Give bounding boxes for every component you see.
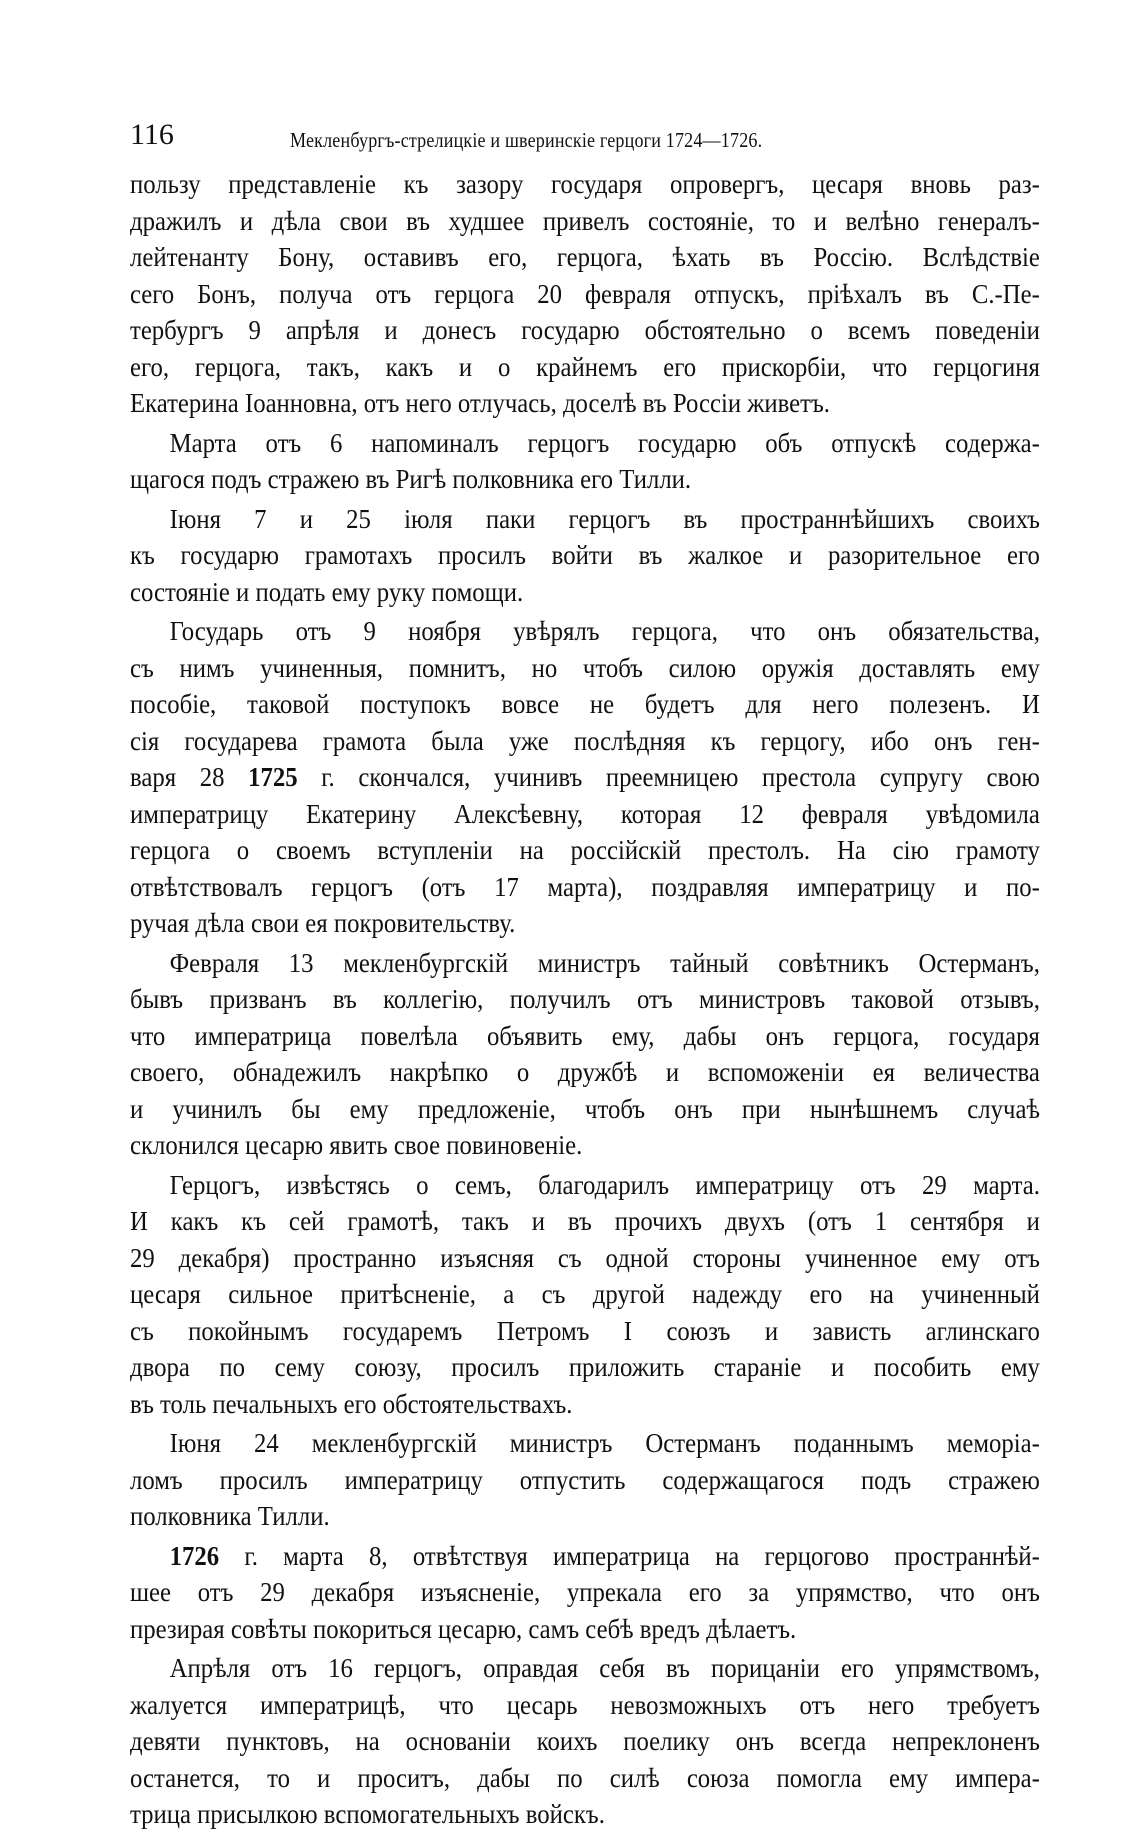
paragraph bbox=[130, 1538, 1040, 1648]
text-line: герцога о своемъ вступленіи на россійскій престолъ. На сію грамоту bbox=[130, 834, 1040, 865]
text-line: И какъ къ сей грамотѣ, такъ и въ прочихъ двухъ (отъ 1 сентября и bbox=[130, 1205, 1040, 1236]
text-line: отвѣтствовалъ герцогъ (отъ 17 марта), поздравляя императрицу и по- bbox=[130, 870, 1040, 902]
text-line: пользу представленіе къ зазору государя опровергъ, цесаря вновь раз- bbox=[130, 168, 1040, 199]
paragraph bbox=[130, 166, 1040, 422]
text-line: сія государева грамота была уже послѣдняя къ герцогу, ибо онъ ген- bbox=[130, 724, 1040, 756]
text-line: что императрица повелѣла объявить ему, дабы онъ герцога, государя bbox=[130, 1019, 1040, 1051]
paragraph bbox=[130, 945, 1040, 1164]
text-line: цесаря сильное притѣсненіе, а съ другой надежду его на учиненный bbox=[130, 1278, 1040, 1309]
text-line: сего Бонъ, получа отъ герцога 20 февраля отпускъ, пріѣхалъ въ С.-Пе- bbox=[130, 277, 1040, 309]
paragraph bbox=[130, 1650, 1040, 1833]
text-line: Герцогъ, извѣстясь о семъ, благодарилъ императрицу отъ 29 марта. bbox=[169, 1168, 1040, 1200]
paragraph bbox=[130, 501, 1040, 611]
text-line: полковника Тилли. bbox=[130, 1500, 330, 1531]
text-line: съ покойнымъ государемъ Петромъ I союзъ и зависть аглинскаго bbox=[130, 1314, 1040, 1346]
paragraph bbox=[130, 425, 1040, 498]
text-line: варя 28 1725 г. скончался, учинивъ преемницею престола супругу свою bbox=[130, 761, 1040, 792]
paragraph bbox=[130, 613, 1040, 942]
body-text bbox=[130, 166, 1040, 1836]
text-line: бывъ призванъ въ коллегію, получилъ отъ министровъ таковой отзывъ, bbox=[130, 983, 1040, 1014]
paragraph bbox=[130, 1167, 1040, 1423]
text-line: къ государю грамотахъ просилъ войти въ жалкое и разорительное его bbox=[130, 539, 1040, 570]
text-line: Марта отъ 6 напоминалъ герцогъ государю объ отпускѣ содержа- bbox=[169, 426, 1040, 458]
text-line: склонился цесарю явить свое повиновеніе. bbox=[130, 1129, 583, 1160]
text-line: ломъ просилъ императрицу отпустить содержащагося подъ стражею bbox=[130, 1463, 1040, 1495]
text-line: своего, обнадежилъ накрѣпко о дружбѣ и вспоможеніи ея величества bbox=[130, 1056, 1040, 1087]
text-line: его, герцога, такъ, какъ и о крайнемъ его прискорбіи, что герцогиня bbox=[130, 350, 1040, 382]
text-line: щагося подъ стражею въ Ригѣ полковника его Тилли. bbox=[130, 463, 692, 494]
text-line: жалуется императрицѣ, что цесарь невозможныхъ отъ него требуетъ bbox=[130, 1688, 1040, 1720]
text-line: императрицу Екатерину Алексѣевну, которая 12 февраля увѣдомила bbox=[130, 797, 1040, 829]
text-line: Іюня 7 и 25 іюля паки герцогъ въ пространнѣйшихъ своихъ bbox=[169, 502, 1040, 534]
text-line: трица присылкою вспомогательныхъ войскъ. bbox=[130, 1798, 605, 1829]
text-line: двора по сему союзу, просилъ приложить стараніе и пособить ему bbox=[130, 1351, 1040, 1382]
text-line: Екатерина Іоанновна, отъ него отлучась, доселѣ въ Россіи живетъ. bbox=[130, 387, 830, 418]
running-head bbox=[130, 118, 1040, 162]
text-line: девяти пунктовъ, на основаніи коихъ поелику онъ всегда непреклоненъ bbox=[130, 1725, 1040, 1756]
bold-year: 1725 bbox=[248, 761, 298, 792]
text-line: Государь отъ 9 ноября увѣрялъ герцога, что онъ обязательства, bbox=[169, 615, 1040, 646]
text-line: останется, то и проситъ, дабы по силѣ союза помогла ему импера- bbox=[130, 1761, 1040, 1793]
text-line: тербургъ 9 апрѣля и донесъ государю обстоятельно о всемъ поведеніи bbox=[130, 314, 1040, 345]
running-title: Мекленбургъ-стрелицкіе и шверинскіе герцоги 1724—1726. bbox=[290, 128, 763, 152]
text-line: 29 декабря) пространно изъясняя съ одной стороны учиненное ему отъ bbox=[130, 1241, 1040, 1273]
text-line: пособіе, таковой поступокъ вовсе не будетъ для него полезенъ. И bbox=[130, 688, 1040, 719]
text-line: Апрѣля отъ 16 герцогъ, оправдая себя въ порицаніи его упрямствомъ, bbox=[169, 1652, 1040, 1683]
text-line: въ толь печальныхъ его обстоятельствахъ. bbox=[130, 1387, 573, 1419]
book-page bbox=[130, 118, 1040, 1836]
text-line: презирая совѣты покориться цесарю, самъ себѣ вредъ дѣлаетъ. bbox=[130, 1612, 797, 1644]
text-line: состояніе и подать ему руку помощи. bbox=[130, 575, 524, 607]
text-line: шее отъ 29 декабря изъясненіе, упрекала его за упрямство, что онъ bbox=[130, 1576, 1040, 1607]
bold-year: 1726 bbox=[169, 1539, 220, 1571]
paragraph bbox=[130, 1425, 1040, 1535]
text-line: ручая дѣла свои ея покровительству. bbox=[130, 907, 516, 938]
paragraph-gap bbox=[130, 1833, 1040, 1836]
page-number: 116 bbox=[130, 118, 174, 151]
text-line: и учинилъ бы ему предложеніе, чтобъ онъ при нынѣшнемъ случаѣ bbox=[130, 1092, 1040, 1124]
text-line: 1726 г. марта 8, отвѣтствуя императрица на герцогово пространнѣй- bbox=[169, 1539, 1040, 1571]
text-line: лейтенанту Бону, оставивъ его, герцога, ѣхать въ Россію. Вслѣдствіе bbox=[130, 241, 1040, 272]
text-line: дражилъ и дѣла свои въ худшее привелъ состояніе, то и велѣно генералъ- bbox=[130, 204, 1040, 236]
text-line: Іюня 24 мекленбургскій министръ Остерманъ поданнымъ меморіа- bbox=[169, 1427, 1040, 1458]
text-line: Февраля 13 мекленбургскій министръ тайный совѣтникъ Остерманъ, bbox=[169, 946, 1040, 978]
text-line: съ нимъ учиненныя, помнитъ, но чтобъ силою оружія доставлять ему bbox=[130, 651, 1040, 683]
